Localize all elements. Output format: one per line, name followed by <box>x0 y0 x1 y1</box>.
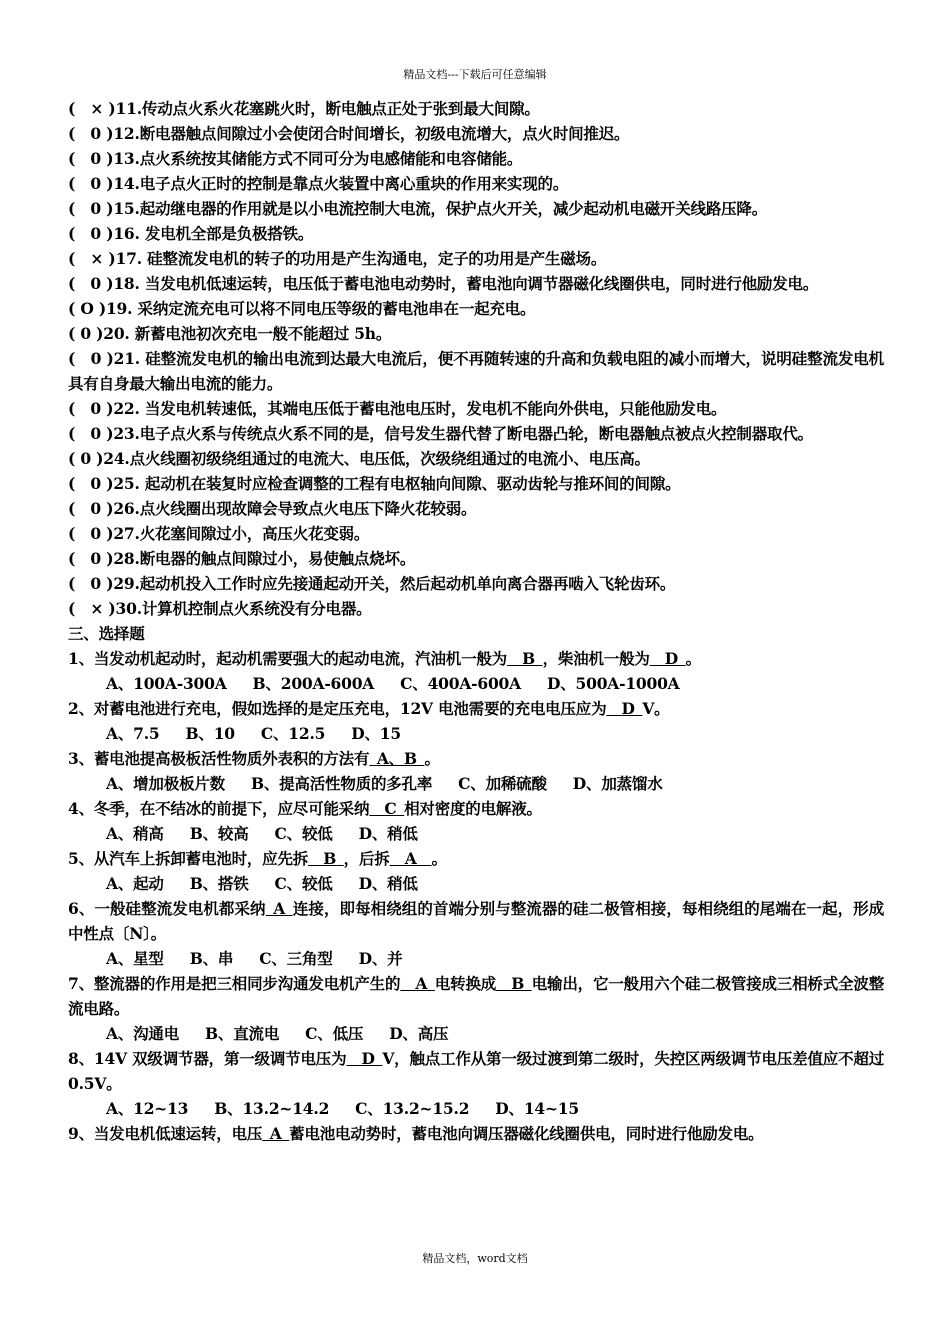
section-title: 三、选择题 <box>68 624 145 643</box>
answer-blank: C <box>384 799 397 818</box>
mc-question-3: 3、蓄电池提高极板活性物质外表积的方法有 A、B 。 <box>68 749 440 768</box>
question-text: 1、当发动机起动时，起动机需要强大的起动电流，汽油机一般为 <box>68 649 507 668</box>
tf-item-22: ( 0 )22. 当发电机转速低，其端电压低于蓄电池电压时，发电机不能向外供电，只能他励发电。 <box>68 399 727 418</box>
options-6: A、星型 B、串 C、三角型 D、并 <box>106 949 403 968</box>
tf-item-16: ( 0 )16. 发电机全部是负极搭铁。 <box>68 224 314 243</box>
options-3: A、增加极板片数 B、提高活性物质的多孔率 C、加稀硫酸 D、加蒸馏水 <box>106 774 663 793</box>
options-2: A、7.5 B、10 C、12.5 D、15 <box>106 724 401 743</box>
tf-item-26: ( 0 )26.点火线圈出现故障会导致点火电压下降火花较弱。 <box>68 499 477 518</box>
answer-blank: B <box>511 974 525 993</box>
tf-item-30: ( × )30.计算机控制点火系统没有分电器。 <box>68 599 372 618</box>
mc-question-1: 1、当发动机起动时，起动机需要强大的起动电流，汽油机一般为 B ，柴油机一般为 D 。 <box>68 649 701 668</box>
mc-question-7: 7、整流器的作用是把三相同步沟通发电机产生的 A 电转换成 B 电输出，它一般用六个硅二极管接成三相桥式全波整流电路。 <box>68 974 884 1018</box>
options-4: A、稍高 B、较高 C、较低 D、稍低 <box>106 824 418 843</box>
tf-item-13: ( 0 )13.点火系统按其储能方式不同可分为电感储能和电容储能。 <box>68 149 523 168</box>
tf-item-19: ( O )19. 采纳定流充电可以将不同电压等级的蓄电池串在一起充电。 <box>68 299 536 318</box>
tf-item-29: ( 0 )29.起动机投入工作时应先接通起动开关，然后起动机单向离合器再啮入飞轮齿环。 <box>68 574 676 593</box>
answer-blank: A <box>415 974 428 993</box>
tf-item-12: ( 0 )12.断电器触点间隙过小会使闭合时间增长，初级电流增大，点火时间推迟。 <box>68 124 630 143</box>
options-5: A、起动 B、搭铁 C、较低 D、稍低 <box>106 874 418 893</box>
mc-question-9: 9、当发电机低速运转，电压 A 蓄电池电动势时，蓄电池向调压器磁化线圈供电，同时进行他励发电。 <box>68 1124 764 1143</box>
mc-question-5: 5、从汽车上拆卸蓄电池时，应先拆 B ，后拆 A 。 <box>68 849 447 868</box>
question-text: ，柴油机一般为 <box>542 649 650 668</box>
tf-item-20: ( 0 )20. 新蓄电池初次充电一般不能超过 5h。 <box>68 324 392 343</box>
tf-item-21: ( 0 )21. 硅整流发电机的输出电流到达最大电流后，便不再随转速的升高和负载电阻的减小而增大，说明硅整流发电机具有自身最大输出电流的能力。 <box>68 349 884 393</box>
tf-item-14: ( 0 )14.电子点火正时的控制是靠点火装置中离心重块的作用来实现的。 <box>68 174 569 193</box>
answer-blank: D <box>361 1049 375 1068</box>
tf-item-11: ( × )11.传动点火系火花塞跳火时，断电触点正处于张到最大间隙。 <box>68 99 540 118</box>
answer-blank: A <box>273 899 286 918</box>
options-7: A、沟通电 B、直流电 C、低压 D、高压 <box>106 1024 449 1043</box>
options-8: A、12~13 B、13.2~14.2 C、13.2~15.2 D、14~15 <box>106 1099 579 1118</box>
tf-item-24: ( 0 )24.点火线圈初级绕组通过的电流大、电压低，次级绕组通过的电流小、电压高。 <box>68 449 650 468</box>
mc-question-6: 6、一般硅整流发电机都采纳 A 连接，即每相绕组的首端分别与整流器的硅二极管相接，每相绕组的尾端在一起，形成中性点〔N〕。 <box>68 899 885 943</box>
page-footer: 精品文档，word文档 <box>422 1252 528 1265</box>
answer-blank: D <box>621 699 635 718</box>
answer-blank: D <box>664 649 679 668</box>
mc-question-8: 8、14V 双级调节器，第一级调节电压为 D V，触点工作从第一级过渡到第二级时，失控区两级调节电压差值应不超过 0.5V。 <box>68 1049 884 1093</box>
answer-blank: B <box>522 649 536 668</box>
answer-blank: A、B <box>376 749 417 768</box>
tf-item-15: ( 0 )15.起动继电器的作用就是以小电流控制大电流，保护点火开关，减少起动机电磁开关线路压降。 <box>68 199 768 218</box>
options-1: A、100A-300A B、200A-600A C、400A-600A D、500A-1000A <box>106 674 680 693</box>
answer-blank: A <box>269 1124 282 1143</box>
mc-question-4: 4、冬季，在不结冰的前提下，应尽可能采纳 C 相对密度的电解液。 <box>68 799 542 818</box>
tf-item-23: ( 0 )23.电子点火系与传统点火系不同的是，信号发生器代替了断电器凸轮，断电器触点被点火控制器取代。 <box>68 424 813 443</box>
document-body <box>68 96 884 1146</box>
answer-blank: A <box>404 849 417 868</box>
tf-item-25: ( 0 )25. 起动机在装复时应检查调整的工程有电枢轴向间隙、驱动齿轮与推环间的间隙。 <box>68 474 681 493</box>
mc-question-2: 2、对蓄电池进行充电，假如选择的是定压充电，12V 电池需要的充电电压应为 D V。 <box>68 699 670 718</box>
page-header: 精品文档---下载后可任意编辑 <box>403 68 547 81</box>
tf-item-28: ( 0 )28.断电器的触点间隙过小，易使触点烧坏。 <box>68 549 416 568</box>
tf-item-18: ( 0 )18. 当发电机低速运转，电压低于蓄电池电动势时，蓄电池向调节器磁化线圈供电，同时进行他励发电。 <box>68 274 819 293</box>
answer-blank: B <box>323 849 337 868</box>
tf-item-27: ( 0 )27.火花塞间隙过小，高压火花变弱。 <box>68 524 370 543</box>
tf-item-17: ( × )17. 硅整流发电机的转子的功用是产生沟通电，定子的功用是产生磁场。 <box>68 249 607 268</box>
